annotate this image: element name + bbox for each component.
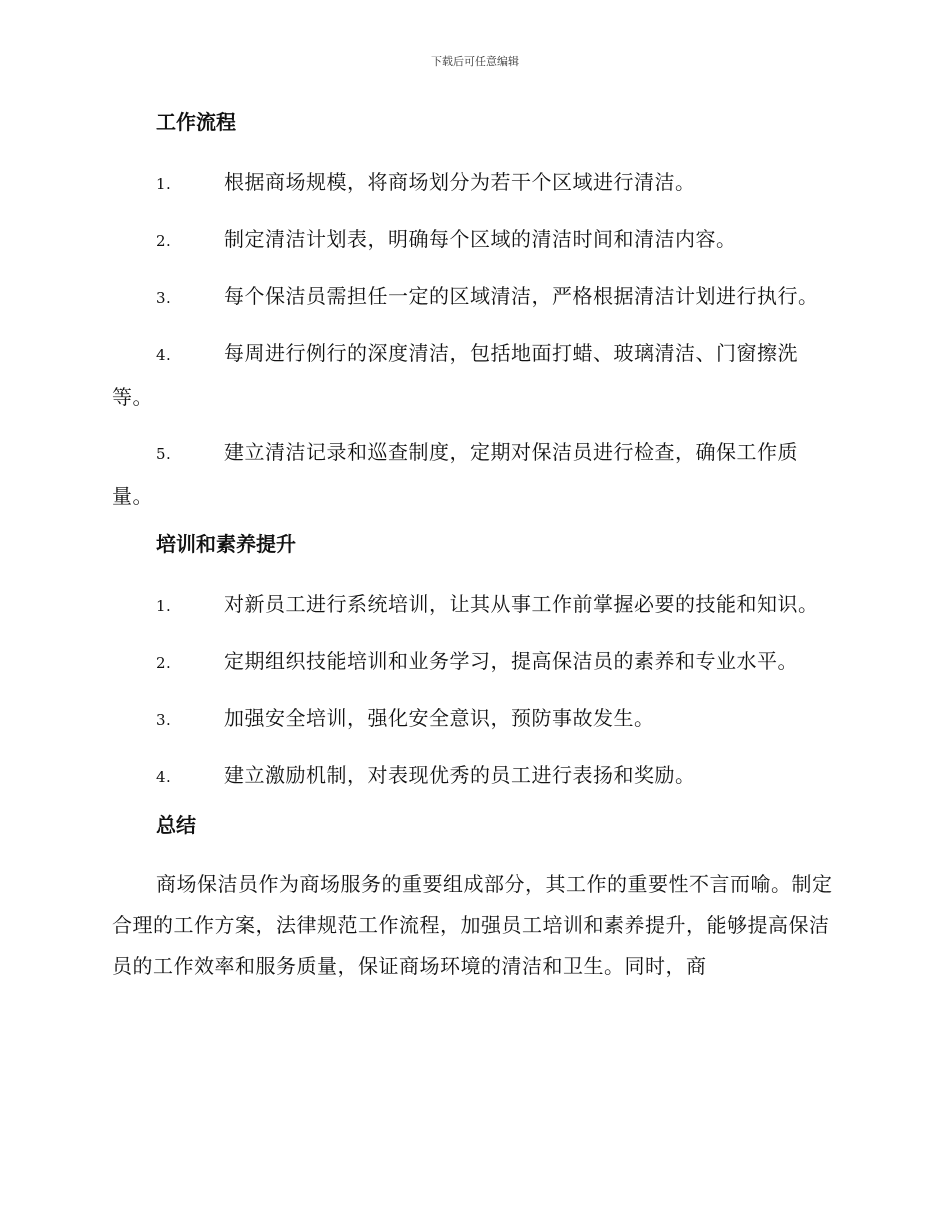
list-item-text: 对新员工进行系统培训，让其从事工作前掌握必要的技能和知识。: [224, 592, 819, 616]
list-item-number: 1.: [156, 597, 172, 615]
list-item: [112, 332, 836, 418]
list-item: [112, 583, 836, 627]
list-item-number: 4.: [156, 346, 172, 364]
list-item-text: 制定清洁计划表，明确每个区域的清洁时间和清洁内容。: [224, 227, 737, 251]
list-item-text: 加强安全培训，强化安全意识，预防事故发生。: [224, 706, 655, 730]
list-item: [112, 754, 836, 798]
list-item: [112, 431, 836, 517]
list-item-number: 2.: [156, 232, 172, 250]
list-item-text: 建立激励机制，对表现优秀的员工进行表扬和奖励。: [224, 763, 696, 787]
list-item: [112, 275, 836, 319]
list-item-number: 1.: [156, 175, 172, 193]
page-header: 下载后可任意编辑: [431, 55, 519, 68]
list-item: [112, 697, 836, 741]
list-item-number: 5.: [156, 445, 172, 463]
list-item-text: 每周进行例行的深度清洁，包括地面打蜡、玻璃清洁、门窗擦洗等。: [112, 341, 798, 409]
section-title-summary: 总结: [156, 813, 196, 837]
list-item-text: 根据商场规模，将商场划分为若干个区域进行清洁。: [224, 170, 696, 194]
list-item: [112, 640, 836, 684]
section-title-workflow: 工作流程: [156, 110, 236, 134]
list-item: [112, 161, 836, 205]
list-item-number: 3.: [156, 711, 172, 729]
section-title-training: 培训和素养提升: [156, 532, 296, 556]
list-item-number: 2.: [156, 654, 172, 672]
list-item-text: 定期组织技能培训和业务学习，提高保洁员的素养和专业水平。: [224, 649, 798, 673]
list-item-text: 建立清洁记录和巡查制度，定期对保洁员进行检查，确保工作质量。: [112, 440, 798, 508]
list-item-text: 每个保洁员需担任一定的区域清洁，严格根据清洁计划进行执行。: [224, 284, 819, 308]
list-item: [112, 218, 836, 262]
list-item-number: 3.: [156, 289, 172, 307]
document-body: [112, 108, 836, 987]
summary-paragraph: 商场保洁员作为商场服务的重要组成部分，其工作的重要性不言而喻。制定合理的工作方案，法律规范工作流程，加强员工培训和素养提升，能够提高保洁员的工作效率和服务质量，保证商场环境的清洁和卫生。同时，商: [112, 872, 833, 978]
list-item-number: 4.: [156, 768, 172, 786]
